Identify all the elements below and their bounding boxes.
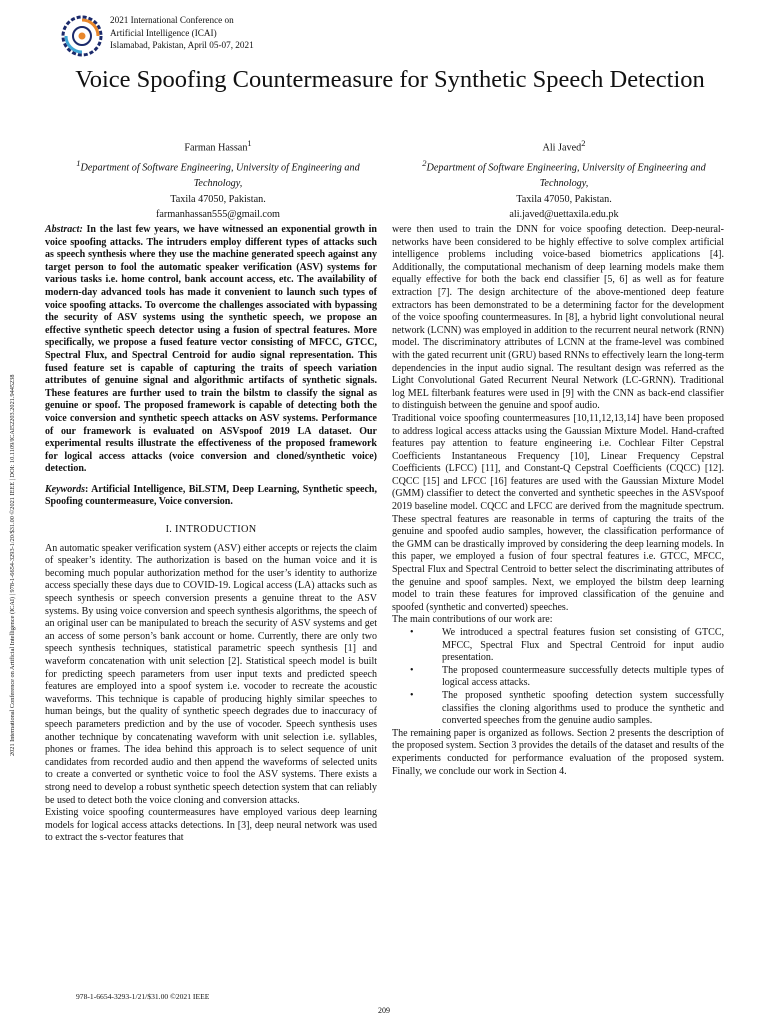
bullet-icon: • (410, 689, 414, 701)
author-city: Taxila 47050, Pakistan. (516, 193, 612, 205)
keywords-text: : Artificial Intelligence, BiLSTM, Deep Learning, Synthetic speech, Spoofing countermeasure, Voice conversion. (45, 483, 377, 508)
abstract-lead: Abstract: (45, 224, 83, 235)
keywords-lead: Keywords (45, 483, 85, 495)
conference-logo-icon (60, 14, 104, 58)
author-department-cont: Technology, (539, 177, 589, 189)
author-city: Taxila 47050, Pakistan. (170, 193, 266, 205)
bullet-icon: • (410, 664, 414, 676)
author-block-2 (394, 136, 734, 223)
conference-line: Artificial Intelligence (ICAI) (110, 27, 217, 38)
contributions-list (392, 627, 724, 728)
body-paragraph: Traditional voice spoofing countermeasures [10,11,12,13,14] have been proposed to address logical access attacks using the Gaussian Mixture Model. Hand-crafted features pay attention to feature engineering i.e. Cochlear Filter Cepstral Coefficients Instantaneous Frequency [10], Linear Frequency Cepstral Coefficients (LFCC) [11], and Constant-Q Cepstral Coefficients (CQCC) [12]. CQCC [15] and LFCC [16] features are used with the Gaussian Mixture Model (GMM) classifier to detect the converted and synthetic speeches in the ASVspoof 2019 baseline model. CQCC and LFCC are derived from the magnitude spectrum. These spectral features are reasonable in terms of capturing the traits of the genuine and spoofed audio samples, however, the classification performance of the GMM can be drastically improved by considering the deep learning models. In this paper, we employed a fusion of four spectral features i.e. GTCC, MFCC, Spectral Flux and Spectral Centroid to better select the discriminating attributes of the genuine and spoof samples. Next, we employed the bilstm deep learning model to train these features for improved classification of the genuine and spoofed (synthetic and converted) speeches. (392, 412, 724, 613)
author-department-cont: Technology, (193, 177, 243, 189)
list-item: • The proposed countermeasure successfully detects multiple types of logical access attacks. (410, 664, 724, 689)
bullet-icon: • (410, 627, 414, 638)
left-column (45, 224, 377, 845)
body-paragraph: Existing voice spoofing countermeasures have employed various deep learning models for logical access attacks detections. In [3], deep neural network was used to extract the s-vector features that (45, 807, 377, 844)
paper-title: Voice Spoofing Countermeasure for Synthetic Speech Detection (75, 66, 705, 93)
footer-isbn: 978-1-6654-3293-1/21/$31.00 ©2021 IEEE (76, 992, 210, 1001)
abstract-text: In the last few years, we have witnessed an exponential growth in voice spoofing attacks. The intruders employ different types of attacks such as speech synthesis where they use the machine generated speech against any target person to fool the automatic speaker verification (ASV) systems for various tasks i.e. home control, bank account access, etc. The availability of modern-day advanced tools has made it convenient to launch such types of voice spoofing attacks. To overcome the challenges associated with bypassing the security of ASV systems using the synthetic speech, we propose an effective synthetic speech detector using a fusion of spectral features. More specifically, we propose a fused feature vector consisting of MFCC, GTCC, Spectral Flux, and Spectral Centroid for audio signal representation. This fused feature set is capable of capturing the traits of speech variation attributes of genuine signal and algorithmic artifacts of synthetic signals. These features are further used to train the bilstm to classify the signal as genuine or spoof. The proposed framework is capable of detecting both the voice conversion and synthetic speech attacks on ASV systems. Performance of our framework is evaluated on ASVspoof 2019 LA dataset. Our experimental results illustrate the effectiveness of the proposed framework for logical access attacks (voice conversion and cloned/synthetic voice) detection. (45, 224, 377, 475)
author-department: $^1$Department of Software Engineering, University of Engineering and (76, 157, 360, 174)
author-name: Farman Hassan$^1$ (184, 138, 252, 154)
page-number: 209 (378, 1006, 390, 1015)
list-item: • The proposed synthetic spoofing detection system successfully classifies the cloning algorithms used to produce the synthetic and converted speeches from the genuine audio samples. (410, 689, 724, 727)
author-email: farmanhassan555@gmail.com (156, 209, 280, 221)
author-department: $^2$Department of Software Engineering, University of Engineering and (422, 157, 706, 174)
body-paragraph: An automatic speaker verification system (ASV) either accepts or rejects the claim of speaker’s identity. The authorization is based on the human voice and it is becoming much popular authorization method for the user’s identity to authorize access specially these days due to COVID-19. Logical access (LA) attacks such as speech synthesis or speech conversion presents a genuine threat to the ASV systems. By using voice conversion and speech synthesis algorithms, the speech of an original user can be manipulated to breach the security of ASV systems and get an access of some person’s bank account or home. Currently, there are only two speech synthesis techniques, statistical parametric speech synthesis [1] and waveform concatenation with unit selection [2]. Statistical speech model is built for predicting speech parameters from user input texts and predicted speech features are employed into a spoof system i.e. vocoder to recreate the acoustic waveforms. This technique is capable of producing highly similar speeches to human beings, but the quality of synthetic speech degrades due to inaccuracy of speech parameters prediction and by the use of vocoder. Speech synthesis uses another technique by concatenating waveform with unit selection i.e. syllables, phones or frames. The idea behind this approach is to select sequence of unit candidates from recorded audio and then append the waveforms of selected units to create a converted or synthetic voice to fool the ASV systems. There exists a strong need to develop a robust synthetic speech detection system that can reliably be used to detect both the voice cloning and conversion attacks. (45, 542, 377, 806)
right-column (392, 224, 724, 778)
author-name: Ali Javed$^2$ (542, 138, 586, 154)
body-paragraph: The main contributions of our work are: (392, 614, 553, 626)
doi-side-text: 2021 International Conference on Artificial Intelligence (ICAI) | 978-1-6654-3293-1/20/$31.00 ©2021 IEEE | DOI: 10.1109/ICAI52203.2021.9445238 (9, 374, 16, 756)
body-paragraph: were then used to train the DNN for voice spoofing detection. Deep-neural-networks have been considered to be highly effective to solve complex artificial intelligence problems including voice-based biometrics applications [4]. Additionally, the computational mechanism of deep learning models make them equally effective for both the back end classifier [5, 6] as well as for feature extraction [7]. The design architecture of the above-mentioned deep feature extractors has been demonstrated to be a determining factor for the development of the voice spoofing countermeasures. In [8], a hybrid light convolutional neural network (LCNN) was employed in addition to the recurrent neural network (RNN) model. The discriminatory attributes of LCNN at the frame-level was combined with the gated recurrent unit (GRU) based RNNs to effectively learn the long-term dependencies in the input audio signal. The resultant design was referred as the Light Convolutional Gated Recurrent Neural Network (LC-GRNN). Traditional log MEL filterbank features were used in [9] with the CNN as back-end classifier to distinguish between the genuine and spoof audio. (392, 224, 724, 412)
section-heading: I. INTRODUCTION (165, 524, 257, 536)
list-item: • We introduced a spectral features fusion set consisting of GTCC, MFCC, Spectral Flux and Spectral Centroid for input audio presentation. (410, 627, 724, 664)
author-email: ali.javed@uettaxila.edu.pk (509, 209, 619, 221)
abstract (45, 224, 377, 476)
conference-info (110, 14, 254, 52)
body-paragraph: The remaining paper is organized as follows. Section 2 presents the description of the proposed system. Section 3 provides the details of the dataset and results of the experiments conducted for performance evaluation of the proposed system. Finally, we conclude our work in Section 4. (392, 727, 724, 777)
conference-line: 2021 International Conference on (110, 15, 234, 25)
author-block-1 (48, 136, 388, 223)
conference-line: Islamabad, Pakistan, April 05-07, 2021 (110, 40, 254, 50)
keywords (45, 484, 377, 509)
doi-side-strip (6, 268, 20, 756)
